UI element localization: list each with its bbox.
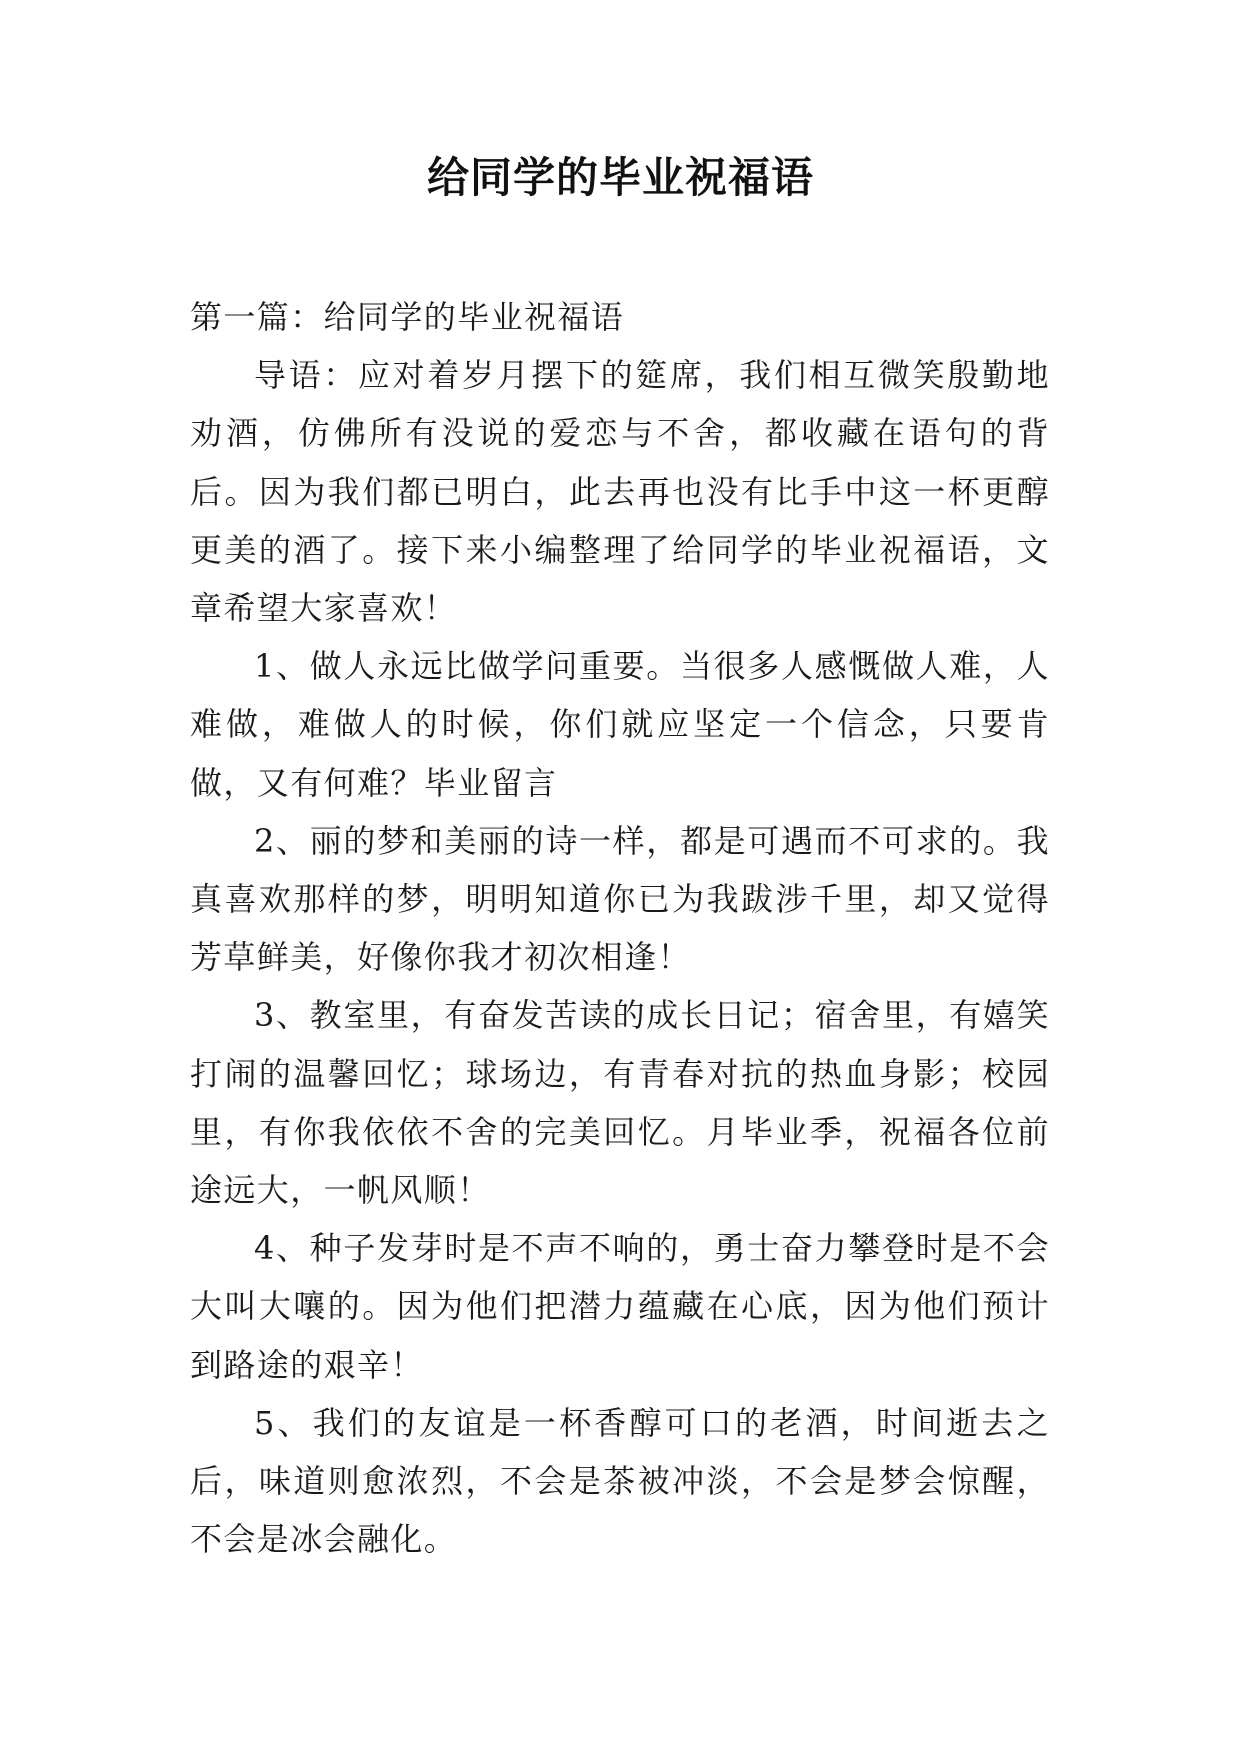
document-title: 给同学的毕业祝福语 (426, 153, 814, 202)
list-item: 2、丽的梦和美丽的诗一样，都是可遇而不可求的。我真喜欢那样的梦，明明知道你已为我跋涉千里，却又觉得芳草鲜美，好像你我才初次相逢！ (190, 821, 1050, 977)
list-item: 4、种子发芽时是不声不响的，勇士奋力攀登时是不会大叫大嚷的。因为他们把潜力蕴藏在心底，因为他们预计到路途的艰辛！ (190, 1229, 1050, 1384)
list-item: 1、做人永远比做学问重要。当很多人感慨做人难，人难做，难做人的时候，你们就应坚定一个信念，只要肯做，又有何难？毕业留言 (190, 647, 1050, 802)
intro-paragraph: 导语：应对着岁月摆下的筵席，我们相互微笑殷勤地劝酒，仿佛所有没说的爱恋与不舍，都收藏在语句的背后。因为我们都已明白，此去再也没有比手中这一杯更醇更美的酒了。接下来小编整理了给同学的毕业祝福语，文章希望大家喜欢！ (190, 356, 1050, 628)
list-item: 5、我们的友谊是一杯香醇可口的老酒，时间逝去之后，味道则愈浓烈，不会是茶被冲淡，不会是梦会惊醒，不会是冰会融化。 (190, 1403, 1050, 1559)
list-item: 3、教室里，有奋发苦读的成长日记；宿舍里，有嬉笑打闹的温馨回忆；球场边，有青春对抗的热血身影；校园里，有你我依依不舍的完美回忆。月毕业季，祝福各位前途远大，一帆风顺！ (190, 996, 1050, 1210)
document-body (190, 288, 1050, 1568)
section-heading: 第一篇：给同学的毕业祝福语 (190, 298, 625, 336)
